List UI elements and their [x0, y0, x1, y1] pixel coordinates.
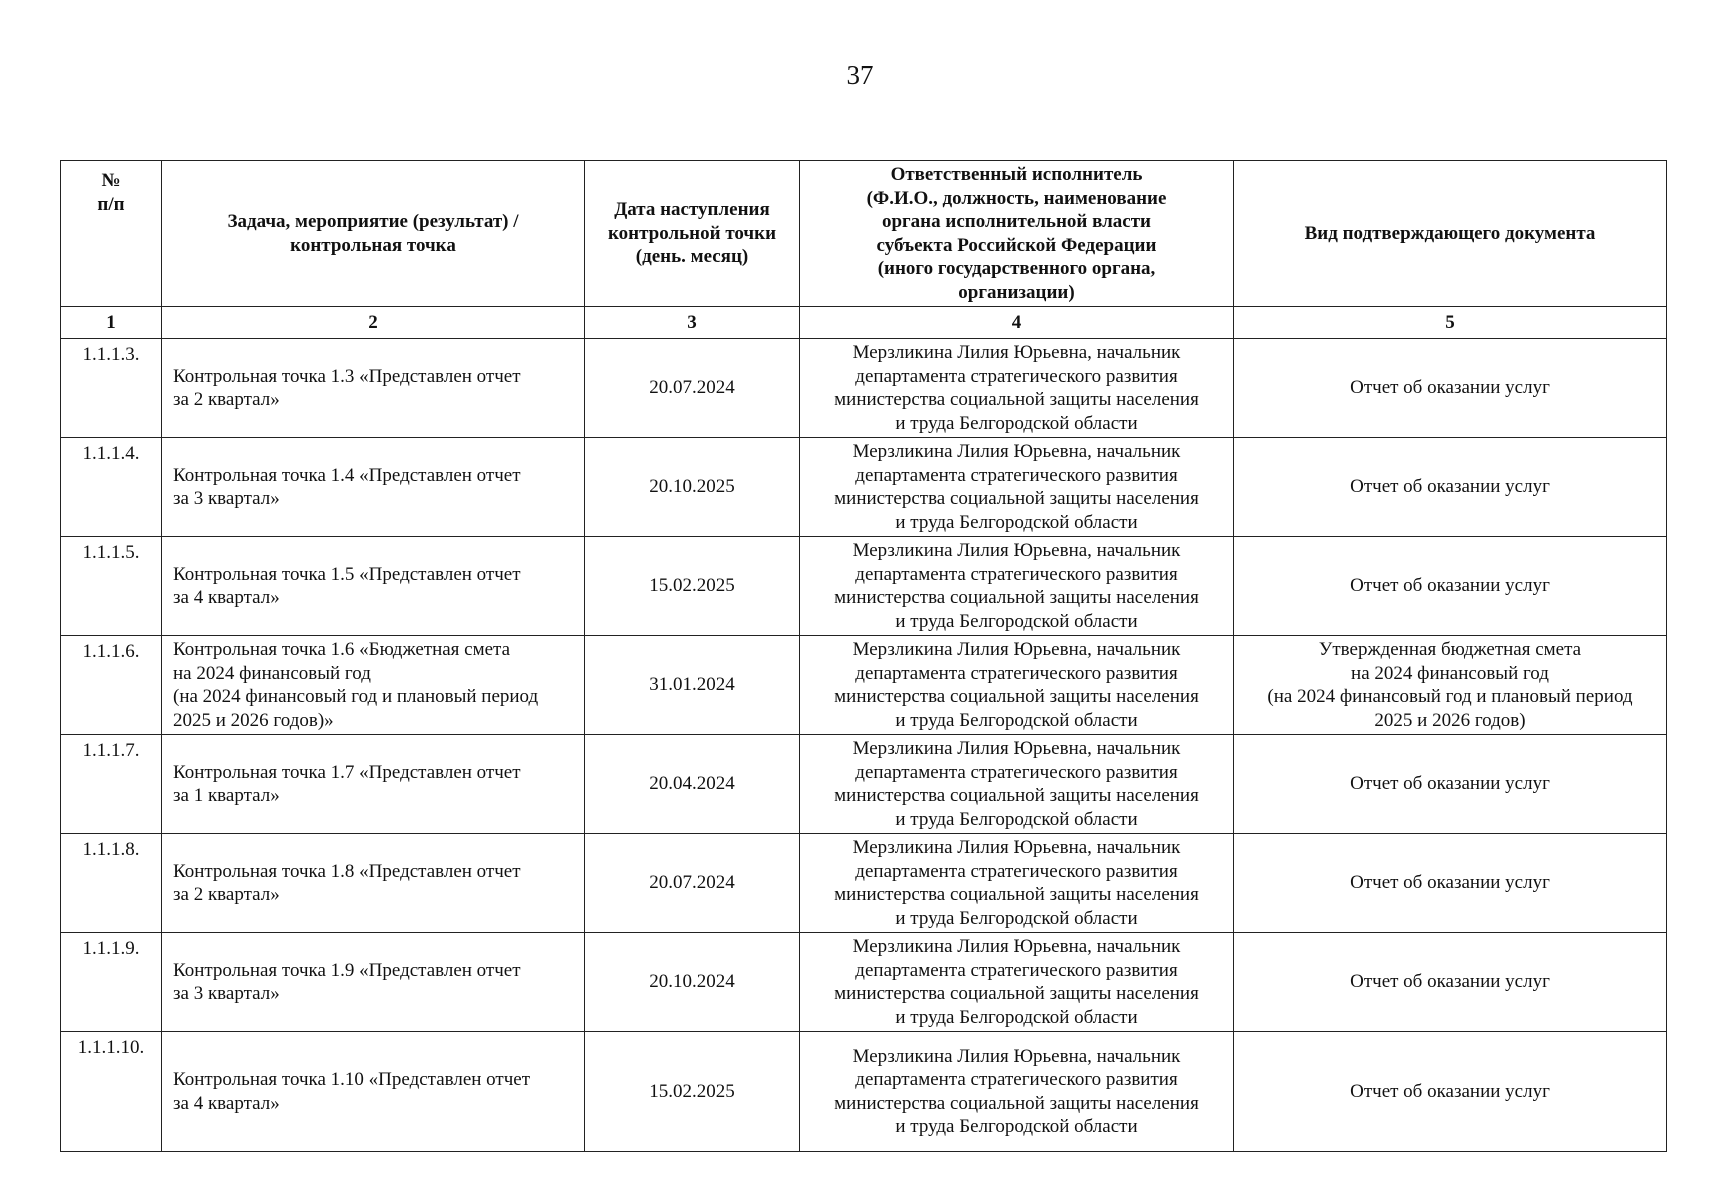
document-cell: Отчет об оказании услуг [1234, 438, 1667, 537]
column-number: 5 [1234, 307, 1667, 339]
table-row [61, 537, 1667, 636]
task-cell: Контрольная точка 1.7 «Представлен отчет за 1 квартал» [162, 735, 585, 834]
date-cell: 31.01.2024 [585, 636, 800, 735]
column-number: 2 [162, 307, 585, 339]
document-cell: Отчет об оказании услуг [1234, 735, 1667, 834]
row-number: 1.1.1.3. [61, 339, 162, 438]
date-cell: 20.10.2025 [585, 438, 800, 537]
document-cell: Отчет об оказании услуг [1234, 339, 1667, 438]
responsible-cell: Мерзликина Лилия Юрьевна, начальник департамента стратегического развития министерства социальной защиты населения и труда Белгородской области [800, 933, 1234, 1032]
responsible-cell: Мерзликина Лилия Юрьевна, начальник департамента стратегического развития министерства социальной защиты населения и труда Белгородской области [800, 636, 1234, 735]
document-cell: Отчет об оказании услуг [1234, 537, 1667, 636]
task-cell: Контрольная точка 1.9 «Представлен отчет за 3 квартал» [162, 933, 585, 1032]
row-number: 1.1.1.9. [61, 933, 162, 1032]
table-row [61, 735, 1667, 834]
table-header-row [61, 161, 1667, 307]
row-number: 1.1.1.10. [61, 1032, 162, 1152]
row-number: 1.1.1.8. [61, 834, 162, 933]
task-cell: Контрольная точка 1.4 «Представлен отчет за 3 квартал» [162, 438, 585, 537]
header-document: Вид подтверждающего документа [1234, 161, 1667, 307]
table-row [61, 1032, 1667, 1152]
date-cell: 20.10.2024 [585, 933, 800, 1032]
table-body [61, 339, 1667, 1152]
page-number: 37 [846, 60, 874, 90]
row-number: 1.1.1.5. [61, 537, 162, 636]
task-cell: Контрольная точка 1.3 «Представлен отчет за 2 квартал» [162, 339, 585, 438]
table-row [61, 834, 1667, 933]
row-number: 1.1.1.4. [61, 438, 162, 537]
document-cell: Отчет об оказании услуг [1234, 834, 1667, 933]
header-num: № п/п [61, 161, 162, 307]
date-cell: 20.04.2024 [585, 735, 800, 834]
responsible-cell: Мерзликина Лилия Юрьевна, начальник департамента стратегического развития министерства социальной защиты населения и труда Белгородской области [800, 438, 1234, 537]
document-cell: Утвержденная бюджетная смета на 2024 финансовый год (на 2024 финансовый год и плановый период 2025 и 2026 годов) [1234, 636, 1667, 735]
responsible-cell: Мерзликина Лилия Юрьевна, начальник департамента стратегического развития министерства социальной защиты населения и труда Белгородской области [800, 339, 1234, 438]
responsible-cell: Мерзликина Лилия Юрьевна, начальник департамента стратегического развития министерства социальной защиты населения и труда Белгородской области [800, 537, 1234, 636]
task-cell: Контрольная точка 1.5 «Представлен отчет за 4 квартал» [162, 537, 585, 636]
table-row [61, 438, 1667, 537]
responsible-cell: Мерзликина Лилия Юрьевна, начальник департамента стратегического развития министерства социальной защиты населения и труда Белгородской области [800, 834, 1234, 933]
task-cell: Контрольная точка 1.10 «Представлен отчет за 4 квартал» [162, 1032, 585, 1152]
table-row [61, 339, 1667, 438]
row-number: 1.1.1.6. [61, 636, 162, 735]
responsible-cell: Мерзликина Лилия Юрьевна, начальник департамента стратегического развития министерства социальной защиты населения и труда Белгородской области [800, 735, 1234, 834]
row-number: 1.1.1.7. [61, 735, 162, 834]
date-cell: 15.02.2025 [585, 537, 800, 636]
document-cell: Отчет об оказании услуг [1234, 933, 1667, 1032]
task-cell: Контрольная точка 1.8 «Представлен отчет за 2 квартал» [162, 834, 585, 933]
date-cell: 20.07.2024 [585, 834, 800, 933]
date-cell: 15.02.2025 [585, 1032, 800, 1152]
header-responsible: Ответственный исполнитель (Ф.И.О., должность, наименование органа исполнительной власти субъекта Российской Федерации (иного государственного органа, организации) [800, 161, 1234, 307]
control-points-table [60, 160, 1667, 1152]
column-number: 1 [61, 307, 162, 339]
table-row [61, 933, 1667, 1032]
date-cell: 20.07.2024 [585, 339, 800, 438]
document-cell: Отчет об оказании услуг [1234, 1032, 1667, 1152]
table-row [61, 636, 1667, 735]
task-cell: Контрольная точка 1.6 «Бюджетная смета на 2024 финансовый год (на 2024 финансовый год и плановый период 2025 и 2026 годов)» [162, 636, 585, 735]
column-number: 3 [585, 307, 800, 339]
header-task: Задача, мероприятие (результат) / контрольная точка [162, 161, 585, 307]
responsible-cell: Мерзликина Лилия Юрьевна, начальник департамента стратегического развития министерства социальной защиты населения и труда Белгородской области [800, 1032, 1234, 1152]
column-number-row [61, 307, 1667, 339]
header-date: Дата наступления контрольной точки (день. месяц) [585, 161, 800, 307]
column-number: 4 [800, 307, 1234, 339]
